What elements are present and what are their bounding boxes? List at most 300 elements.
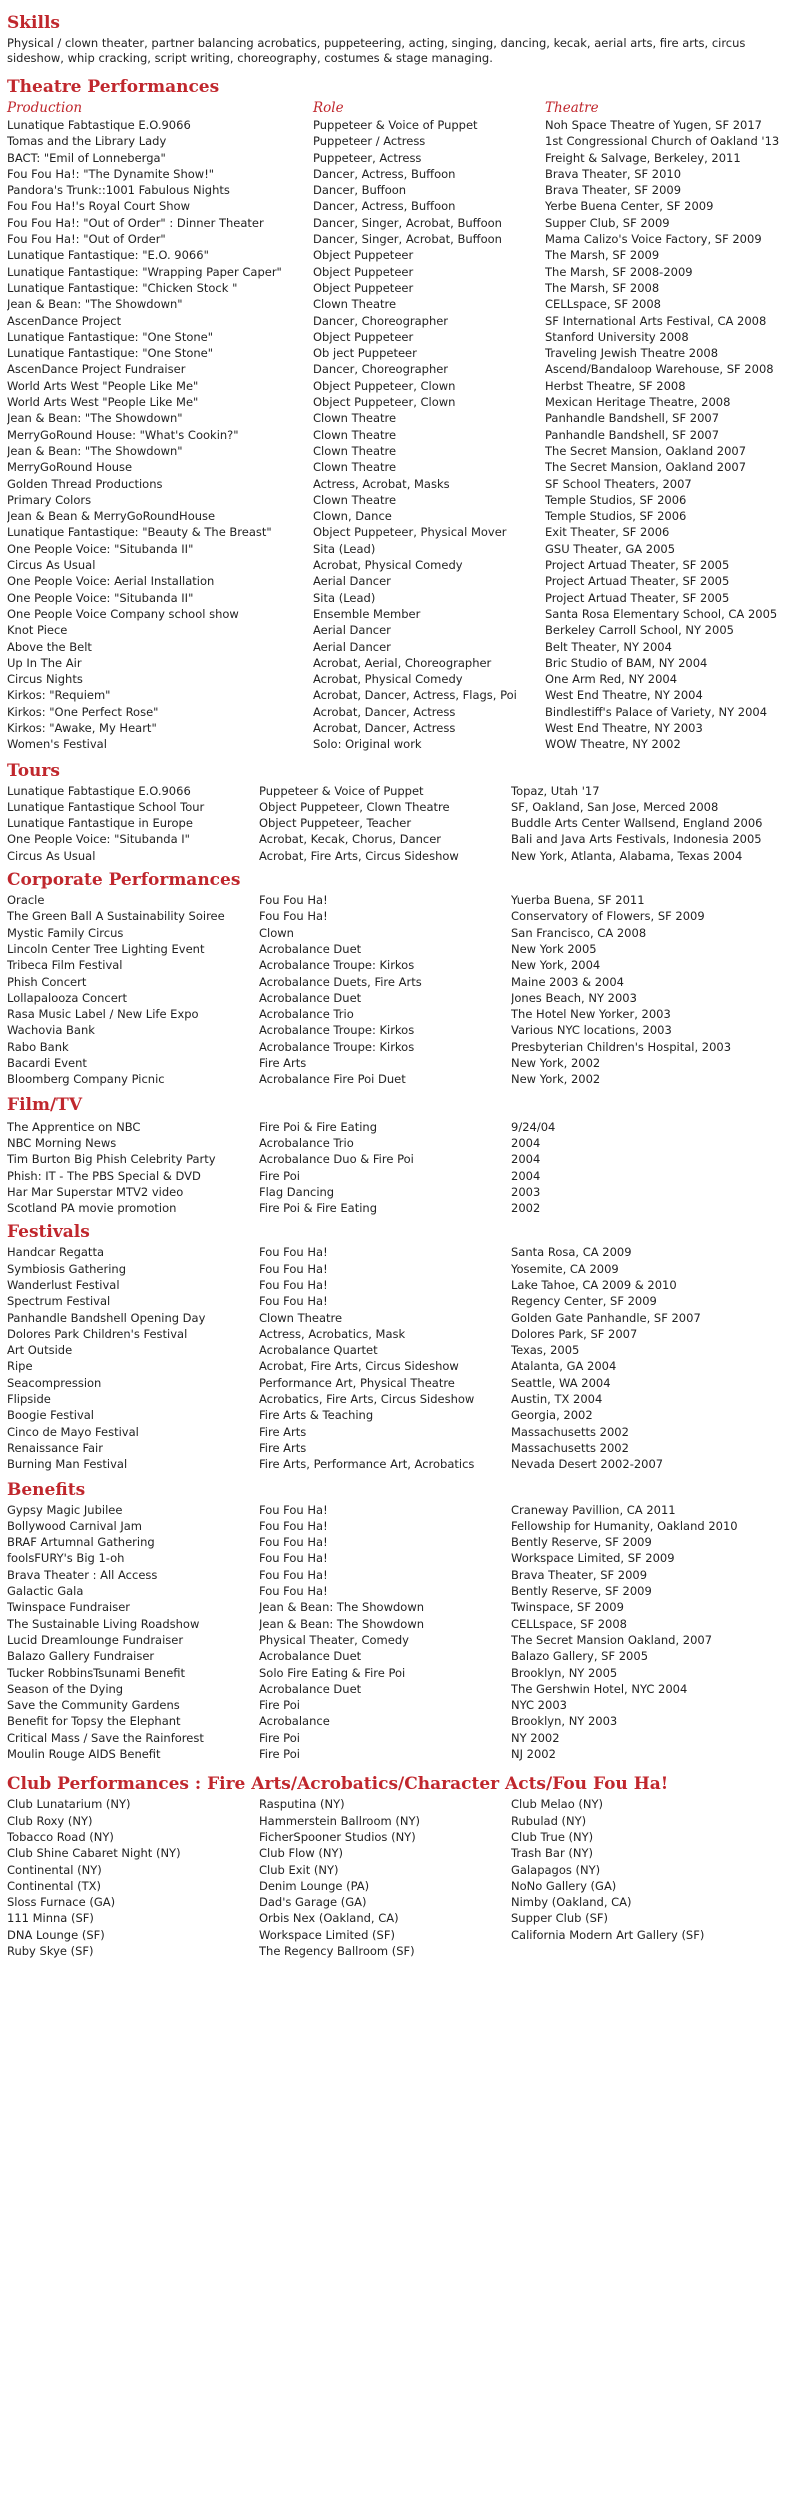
- row-role: Sita (Lead): [313, 590, 376, 605]
- row-venue: Bindlestiff's Palace of Variety, NY 2004: [545, 704, 768, 719]
- row-venue: Club True (NY): [511, 1829, 594, 1844]
- list-row: [7, 590, 793, 606]
- list-row: [7, 182, 793, 198]
- list-row: [7, 1151, 793, 1167]
- row-role: Fou Fou Ha!: [259, 909, 328, 924]
- row-venue: Herbst Theatre, SF 2008: [545, 378, 686, 393]
- row-venue: Brava Theater, SF 2010: [545, 166, 682, 181]
- row-venue: The Secret Mansion Oakland, 2007: [511, 1632, 713, 1647]
- list-row: [7, 783, 793, 799]
- row-role: Flag Dancing: [259, 1184, 335, 1199]
- row-title: Knot Piece: [7, 623, 68, 638]
- row-title: Boogie Festival: [7, 1408, 94, 1423]
- row-venue: Freight & Salvage, Berkeley, 2011: [545, 150, 741, 165]
- list-row: [7, 1244, 793, 1260]
- row-title: The Apprentice on NBC: [7, 1119, 141, 1134]
- row-venue: Dolores Park, SF 2007: [511, 1326, 638, 1341]
- list-row: [7, 361, 793, 377]
- row-role: Fou Fou Ha!: [259, 1502, 328, 1517]
- row-venue: Bali and Java Arts Festivals, Indonesia 2005: [511, 832, 762, 847]
- row-title: Spectrum Festival: [7, 1294, 111, 1309]
- row-role: Acrobalance Troupe: Kirkos: [259, 1039, 415, 1054]
- row-venue: Bently Reserve, SF 2009: [511, 1584, 652, 1599]
- list-row: [7, 215, 793, 231]
- row-role: Fou Fou Ha!: [259, 1261, 328, 1276]
- row-title: Dolores Park Children's Festival: [7, 1326, 188, 1341]
- row-title: Sloss Furnace (GA): [7, 1895, 116, 1910]
- row-venue: Texas, 2005: [511, 1343, 580, 1358]
- list-row: [7, 443, 793, 459]
- row-venue: The Hotel New Yorker, 2003: [511, 1007, 671, 1022]
- row-title: One People Voice: Aerial Installation: [7, 574, 215, 589]
- row-venue: The Gershwin Hotel, NYC 2004: [511, 1681, 688, 1696]
- row-venue: Trash Bar (NY): [511, 1846, 593, 1861]
- row-venue: The Marsh, SF 2008: [545, 280, 660, 295]
- row-venue: 2003: [511, 1184, 541, 1199]
- row-venue: Lake Tahoe, CA 2009 & 2010: [511, 1278, 677, 1292]
- row-title: Ripe: [7, 1359, 33, 1374]
- row-venue: Santa Rosa Elementary School, CA 2005: [545, 606, 778, 621]
- row-role: Fire Arts: [259, 1440, 307, 1455]
- row-title: Seacompression: [7, 1375, 102, 1390]
- row-title: Benefit for Topsy the Elephant: [7, 1714, 181, 1729]
- row-title: Critical Mass / Save the Rainforest: [7, 1730, 204, 1745]
- row-role: Performance Art, Physical Theatre: [259, 1375, 455, 1390]
- row-venue: NoNo Gallery (GA): [511, 1878, 617, 1893]
- row-venue: Fellowship for Humanity, Oakland 2010: [511, 1518, 738, 1533]
- row-venue: San Francisco, CA 2008: [511, 925, 647, 940]
- row-title: Fou Fou Ha!'s Royal Court Show: [7, 199, 190, 214]
- row-title: Tobacco Road (NY): [7, 1829, 114, 1844]
- row-title: Lunatique Fantastique: "One Stone": [7, 346, 214, 361]
- list-row: [7, 1424, 793, 1440]
- row-title: Circus As Usual: [7, 558, 96, 573]
- row-title: Cinco de Mayo Festival: [7, 1424, 139, 1439]
- row-role: Clown Theatre: [313, 297, 397, 312]
- list-row: [7, 492, 793, 508]
- list-row: [7, 1375, 793, 1391]
- row-title: Brava Theater : All Access: [7, 1567, 158, 1582]
- list-row: [7, 1440, 793, 1456]
- row-title: Continental (TX): [7, 1878, 101, 1893]
- list-row: [7, 1391, 793, 1407]
- row-role: Object Puppeteer, Physical Mover: [313, 525, 507, 540]
- row-venue: Rubulad (NY): [511, 1813, 587, 1828]
- row-role: Clown Theatre: [313, 427, 397, 442]
- row-venue: Exit Theater, SF 2006: [545, 525, 670, 540]
- row-role: Acrobalance Trio: [259, 1007, 354, 1022]
- row-title: One People Voice: "Situbanda I": [7, 832, 190, 847]
- row-title: Tucker RobbinsTsunami Benefit: [7, 1665, 186, 1680]
- row-venue: Maine 2003 & 2004: [511, 974, 624, 989]
- row-role: Fou Fou Ha!: [259, 1584, 328, 1599]
- list-row: [7, 1665, 793, 1681]
- row-title: Bacardi Event: [7, 1056, 87, 1071]
- row-title: Above the Belt: [7, 639, 92, 654]
- row-title: The Green Ball A Sustainability Soiree: [7, 909, 225, 924]
- list-row: [7, 1310, 793, 1326]
- row-role: FicherSpooner Studios (NY): [259, 1829, 416, 1844]
- festivals-list: [7, 1244, 793, 1472]
- row-venue: Balazo Gallery, SF 2005: [511, 1649, 649, 1664]
- row-venue: Workspace Limited, SF 2009: [511, 1551, 675, 1566]
- row-role: Aerial Dancer: [313, 623, 391, 638]
- row-role: Puppeteer / Actress: [313, 134, 426, 149]
- row-title: Women's Festival: [7, 737, 107, 752]
- row-venue: Temple Studios, SF 2006: [545, 509, 687, 524]
- row-role: Fou Fou Ha!: [259, 1551, 328, 1566]
- row-title: Oracle: [7, 893, 45, 908]
- theatre-list: [7, 117, 793, 753]
- row-role: Solo Fire Eating & Fire Poi: [259, 1665, 406, 1680]
- row-role: Puppeteer & Voice of Puppet: [259, 783, 424, 798]
- row-venue: Jones Beach, NY 2003: [511, 990, 637, 1005]
- list-row: [7, 1713, 793, 1729]
- row-role: Clown Theatre: [313, 492, 397, 507]
- film-section: [7, 1092, 793, 1217]
- row-venue: Noh Space Theatre of Yugen, SF 2017: [545, 118, 762, 132]
- row-venue: 2004: [511, 1152, 541, 1167]
- row-role: Jean & Bean: The Showdown: [259, 1600, 425, 1615]
- row-title: Tomas and the Library Lady: [7, 134, 167, 149]
- row-role: Physical Theater, Comedy: [259, 1632, 409, 1647]
- row-role: Ob ject Puppeteer: [313, 346, 417, 361]
- list-row: [7, 1927, 793, 1943]
- row-role: Acrobat, Dancer, Actress: [313, 720, 456, 735]
- row-role: Clown, Dance: [313, 509, 392, 524]
- row-venue: Atalanta, GA 2004: [511, 1359, 617, 1374]
- list-row: [7, 1168, 793, 1184]
- row-title: BACT: "Emil of Lonneberga": [7, 150, 166, 165]
- row-title: Mystic Family Circus: [7, 925, 124, 940]
- row-role: Fou Fou Ha!: [259, 1278, 328, 1292]
- row-title: Rasa Music Label / New Life Expo: [7, 1007, 199, 1022]
- list-row: [7, 1681, 793, 1697]
- row-title: AscenDance Project: [7, 313, 122, 328]
- row-title: Art Outside: [7, 1343, 73, 1358]
- role-column-header: Role: [313, 100, 344, 116]
- row-venue: Austin, TX 2004: [511, 1392, 603, 1407]
- row-venue: Massachusetts 2002: [511, 1424, 629, 1439]
- row-role: Acrobalance Duo & Fire Poi: [259, 1152, 414, 1167]
- row-role: Object Puppeteer: [313, 248, 414, 263]
- row-title: Golden Thread Productions: [7, 476, 163, 491]
- list-row: [7, 671, 793, 687]
- row-venue: CELLspace, SF 2008: [511, 1616, 627, 1631]
- row-venue: The Secret Mansion, Oakland 2007: [545, 443, 747, 458]
- list-row: [7, 296, 793, 312]
- list-row: [7, 1550, 793, 1566]
- row-title: Lunatique Fantastique: "One Stone": [7, 329, 214, 344]
- row-role: Fou Fou Ha!: [259, 1535, 328, 1550]
- list-row: [7, 1055, 793, 1071]
- row-role: Fire Poi: [259, 1698, 300, 1713]
- row-role: Sita (Lead): [313, 541, 376, 556]
- row-title: Tribeca Film Festival: [7, 958, 123, 973]
- list-row: [7, 622, 793, 638]
- row-role: Object Puppeteer: [313, 280, 414, 295]
- row-title: Club Shine Cabaret Night (NY): [7, 1846, 181, 1861]
- row-title: Up In The Air: [7, 655, 82, 670]
- list-row: [7, 1293, 793, 1309]
- list-row: [7, 329, 793, 345]
- list-row: [7, 1632, 793, 1648]
- row-venue: West End Theatre, NY 2004: [545, 688, 703, 703]
- list-row: [7, 1648, 793, 1664]
- row-title: Har Mar Superstar MTV2 video: [7, 1184, 184, 1199]
- list-row: [7, 1567, 793, 1583]
- row-role: Hammerstein Ballroom (NY): [259, 1813, 420, 1828]
- list-row: [7, 908, 793, 924]
- row-venue: New York, 2002: [511, 1056, 601, 1071]
- tours-list: [7, 783, 793, 864]
- theatre-heading: Theatre Performances: [7, 77, 220, 97]
- list-row: [7, 1261, 793, 1277]
- row-venue: Mama Calizo's Voice Factory, SF 2009: [545, 232, 762, 247]
- list-row: [7, 1746, 793, 1762]
- row-title: Lollapalooza Concert: [7, 990, 128, 1005]
- row-title: Galactic Gala: [7, 1584, 84, 1599]
- row-venue: CELLspace, SF 2008: [545, 297, 661, 312]
- row-venue: Regency Center, SF 2009: [511, 1294, 657, 1309]
- row-venue: Project Artuad Theater, SF 2005: [545, 558, 730, 573]
- row-role: Fire Poi: [259, 1730, 300, 1745]
- row-venue: Mexican Heritage Theatre, 2008: [545, 395, 731, 410]
- row-title: Lunatique Fabtastique E.O.9066: [7, 783, 191, 798]
- row-title: Save the Community Gardens: [7, 1698, 180, 1713]
- list-row: [7, 476, 793, 492]
- row-venue: GSU Theater, GA 2005: [545, 541, 676, 556]
- row-venue: Nevada Desert 2002-2007: [511, 1457, 664, 1472]
- row-venue: Brooklyn, NY 2003: [511, 1714, 618, 1729]
- list-row: [7, 459, 793, 475]
- row-role: Acrobat, Fire Arts, Circus Sideshow: [259, 848, 459, 863]
- list-row: [7, 410, 793, 426]
- row-title: Lunatique Fantastique School Tour: [7, 799, 205, 814]
- row-role: Fou Fou Ha!: [259, 1245, 328, 1260]
- list-row: [7, 1518, 793, 1534]
- row-venue: Stanford University 2008: [545, 329, 689, 344]
- row-role: Fire Arts & Teaching: [259, 1408, 374, 1423]
- row-title: World Arts West "People Like Me": [7, 395, 199, 410]
- row-role: Dancer, Singer, Acrobat, Buffoon: [313, 215, 502, 230]
- row-title: Fou Fou Ha!: "Out of Order" : Dinner Theater: [7, 215, 264, 230]
- list-row: [7, 231, 793, 247]
- list-row: [7, 639, 793, 655]
- row-role: Dancer, Choreographer: [313, 362, 449, 377]
- row-role: Workspace Limited (SF): [259, 1927, 395, 1942]
- benefits-section: [7, 1477, 793, 1763]
- row-title: MerryGoRound House: [7, 460, 133, 475]
- row-venue: The Secret Mansion, Oakland 2007: [545, 460, 747, 475]
- row-venue: Topaz, Utah '17: [511, 783, 600, 798]
- row-title: Primary Colors: [7, 492, 92, 507]
- row-venue: 2002: [511, 1201, 541, 1216]
- row-title: Circus Nights: [7, 672, 83, 687]
- row-role: Club Flow (NY): [259, 1846, 343, 1861]
- row-role: Fire Poi & Fire Eating: [259, 1201, 377, 1216]
- row-role: Acrobalance Duets, Fire Arts: [259, 974, 422, 989]
- row-title: Tim Burton Big Phish Celebrity Party: [7, 1152, 216, 1167]
- row-venue: New York, Atlanta, Alabama, Texas 2004: [511, 848, 743, 863]
- row-title: MerryGoRound House: "What's Cookin?": [7, 427, 239, 442]
- row-venue: Brava Theater, SF 2009: [545, 183, 682, 198]
- row-role: Acrobalance Troupe: Kirkos: [259, 1023, 415, 1038]
- row-role: Object Puppeteer: [313, 264, 414, 279]
- row-venue: Yuerba Buena, SF 2011: [511, 893, 645, 908]
- row-role: Puppeteer, Actress: [313, 150, 422, 165]
- row-role: Fou Fou Ha!: [259, 893, 328, 908]
- row-venue: Panhandle Bandshell, SF 2007: [545, 427, 720, 442]
- row-title: foolsFURY's Big 1-oh: [7, 1551, 125, 1566]
- list-row: [7, 1071, 793, 1087]
- list-row: [7, 736, 793, 752]
- row-role: Dancer, Actress, Buffoon: [313, 166, 456, 181]
- row-role: Dancer, Buffoon: [313, 183, 407, 198]
- row-title: Moulin Rouge AIDS Benefit: [7, 1747, 161, 1762]
- row-title: Phish Concert: [7, 974, 87, 989]
- row-role: Clown Theatre: [313, 411, 397, 426]
- row-title: Lunatique Fantastique: "Chicken Stock ": [7, 280, 238, 295]
- row-title: NBC Morning News: [7, 1135, 117, 1150]
- row-venue: NY 2002: [511, 1730, 560, 1745]
- row-venue: Massachusetts 2002: [511, 1440, 629, 1455]
- list-row: [7, 704, 793, 720]
- row-venue: Brooklyn, NY 2005: [511, 1665, 618, 1680]
- row-title: Panhandle Bandshell Opening Day: [7, 1310, 206, 1325]
- row-title: Circus As Usual: [7, 848, 96, 863]
- list-row: [7, 1943, 793, 1959]
- list-row: [7, 508, 793, 524]
- row-title: Lunatique Fantastique in Europe: [7, 816, 193, 831]
- row-role: Clown Theatre: [259, 1310, 343, 1325]
- clubs-heading: Club Performances : Fire Arts/Acrobatics/Character Acts/Fou Fou Ha!: [7, 1774, 669, 1795]
- row-title: Flipside: [7, 1392, 51, 1407]
- list-row: [7, 1039, 793, 1055]
- list-row: [7, 1456, 793, 1472]
- corporate-heading: Corporate Performances: [7, 870, 241, 891]
- list-row: [7, 1342, 793, 1358]
- list-row: [7, 345, 793, 361]
- list-row: [7, 1796, 793, 1812]
- list-row: [7, 1730, 793, 1746]
- row-venue: Supper Club (SF): [511, 1911, 609, 1926]
- row-title: Lunatique Fantastique: "E.O. 9066": [7, 248, 209, 263]
- row-role: Acrobalance: [259, 1714, 330, 1729]
- list-row: [7, 524, 793, 540]
- row-role: Jean & Bean: The Showdown: [259, 1616, 425, 1631]
- row-role: Acrobalance Trio: [259, 1135, 354, 1150]
- row-title: Kirkos: "Requiem": [7, 688, 111, 703]
- row-title: Season of the Dying: [7, 1681, 124, 1696]
- row-title: One People Voice: "Situbanda II": [7, 541, 194, 556]
- row-role: Club Exit (NY): [259, 1862, 339, 1877]
- row-role: Denim Lounge (PA): [259, 1878, 370, 1893]
- row-title: Fou Fou Ha!: "Out of Order": [7, 232, 166, 247]
- theatre-column-headers: [7, 99, 793, 117]
- row-venue: Yerbe Buena Center, SF 2009: [545, 199, 714, 214]
- list-row: [7, 1006, 793, 1022]
- row-role: Fire Arts: [259, 1424, 307, 1439]
- row-venue: SF School Theaters, 2007: [545, 476, 692, 491]
- row-venue: Club Melao (NY): [511, 1797, 603, 1812]
- list-row: [7, 150, 793, 166]
- list-row: [7, 198, 793, 214]
- row-title: Renaissance Fair: [7, 1440, 103, 1455]
- row-title: Bollywood Carnival Jam: [7, 1518, 142, 1533]
- row-role: Orbis Nex (Oakland, CA): [259, 1911, 399, 1926]
- row-title: World Arts West "People Like Me": [7, 378, 199, 393]
- row-venue: New York, 2002: [511, 1072, 601, 1087]
- row-title: Phish: IT - The PBS Special & DVD: [7, 1168, 201, 1183]
- row-role: Fire Poi: [259, 1168, 300, 1183]
- row-title: One People Voice: "Situbanda II": [7, 590, 194, 605]
- list-row: [7, 378, 793, 394]
- row-venue: [511, 1943, 793, 1959]
- row-title: Wanderlust Festival: [7, 1278, 120, 1292]
- list-row: [7, 313, 793, 329]
- row-role: Clown: [259, 925, 294, 940]
- row-role: The Regency Ballroom (SF): [259, 1943, 415, 1958]
- clubs-section: [7, 1771, 793, 1959]
- list-row: [7, 1135, 793, 1151]
- list-row: [7, 557, 793, 573]
- row-role: Actress, Acrobatics, Mask: [259, 1326, 406, 1341]
- row-role: Object Puppeteer, Teacher: [259, 816, 412, 831]
- row-role: Actress, Acrobat, Masks: [313, 476, 450, 491]
- row-title: BRAF Artumnal Gathering: [7, 1535, 155, 1550]
- row-title: Lincoln Center Tree Lighting Event: [7, 941, 205, 956]
- row-venue: 9/24/04: [511, 1119, 556, 1134]
- row-venue: Georgia, 2002: [511, 1408, 593, 1423]
- row-role: Dad's Garage (GA): [259, 1895, 367, 1910]
- row-title: Jean & Bean: "The Showdown": [7, 297, 183, 312]
- resume-page: [7, 10, 793, 1959]
- list-row: [7, 892, 793, 908]
- list-row: [7, 606, 793, 622]
- list-row: [7, 264, 793, 280]
- row-title: Wachovia Bank: [7, 1023, 95, 1038]
- row-title: Scotland PA movie promotion: [7, 1201, 177, 1216]
- list-row: [7, 1502, 793, 1518]
- row-role: Fire Arts, Performance Art, Acrobatics: [259, 1457, 475, 1472]
- list-row: [7, 1583, 793, 1599]
- row-role: Acrobalance Troupe: Kirkos: [259, 958, 415, 973]
- row-role: Acrobalance Fire Poi Duet: [259, 1072, 406, 1087]
- row-title: AscenDance Project Fundraiser: [7, 362, 186, 377]
- row-title: Jean & Bean & MerryGoRoundHouse: [7, 509, 216, 524]
- list-row: [7, 1407, 793, 1423]
- row-venue: SF International Arts Festival, CA 2008: [545, 313, 767, 328]
- row-role: Dancer, Singer, Acrobat, Buffoon: [313, 232, 502, 247]
- row-role: Acrobalance Duet: [259, 1681, 362, 1696]
- row-role: Solo: Original work: [313, 737, 422, 752]
- list-row: [7, 541, 793, 557]
- row-venue: Traveling Jewish Theatre 2008: [545, 346, 719, 361]
- list-row: [7, 1910, 793, 1926]
- row-role: Acrobat, Kecak, Chorus, Dancer: [259, 832, 442, 847]
- row-venue: NYC 2003: [511, 1698, 567, 1713]
- row-title: Ruby Skye (SF): [7, 1943, 94, 1958]
- row-title: Burning Man Festival: [7, 1457, 128, 1472]
- row-title: DNA Lounge (SF): [7, 1927, 105, 1942]
- row-role: Puppeteer & Voice of Puppet: [313, 118, 478, 132]
- tours-section: [7, 758, 793, 864]
- clubs-list: [7, 1796, 793, 1959]
- list-row: [7, 1119, 793, 1135]
- list-row: [7, 1845, 793, 1861]
- row-venue: Panhandle Bandshell, SF 2007: [545, 411, 720, 426]
